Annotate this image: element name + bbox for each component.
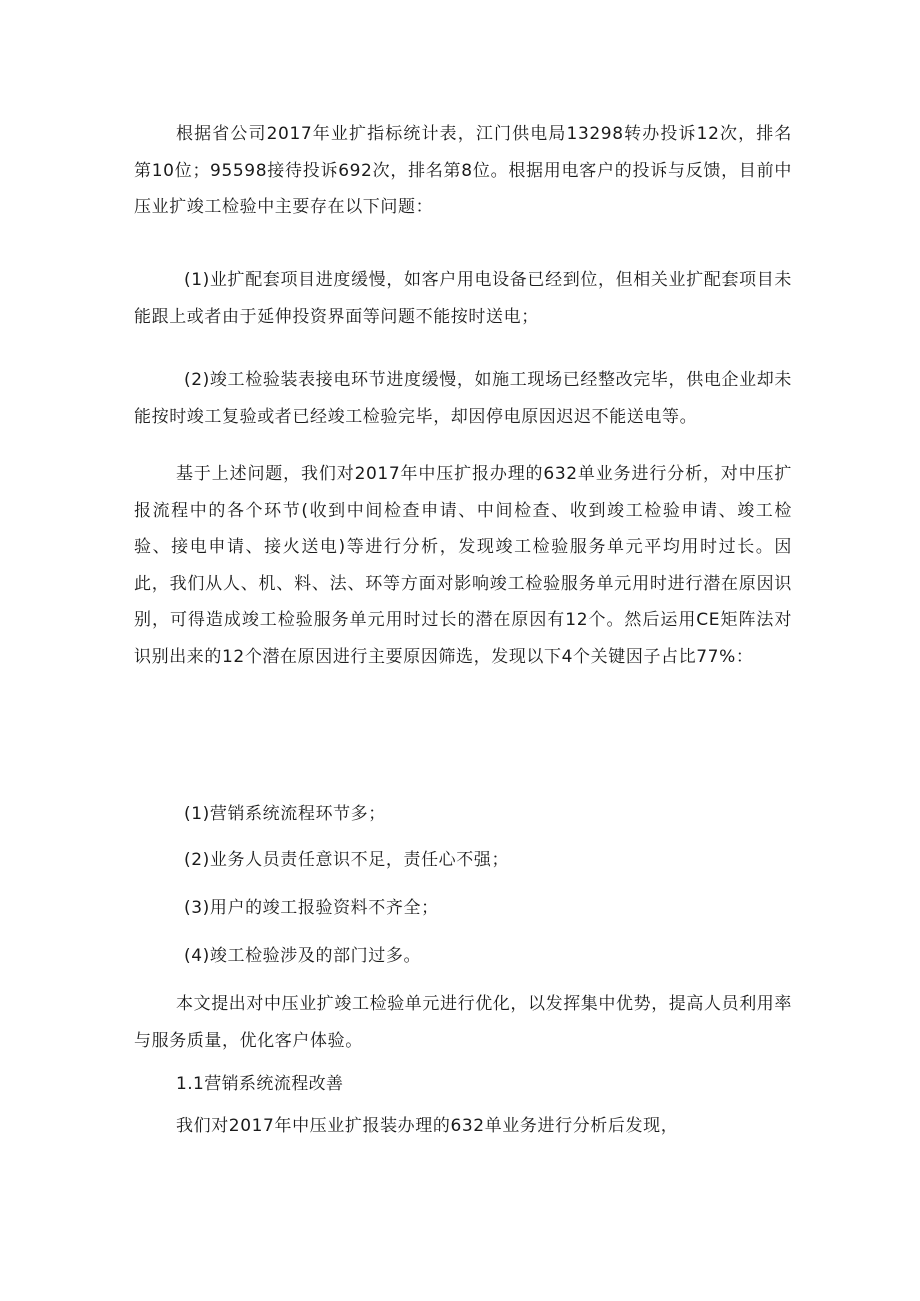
problem-item-2: (2)竣工检验装表接电环节进度缓慢，如施工现场已经整改完毕，供电企业却未能按时竣工复验或者已经竣工检验完毕，却因停电原因迟迟不能送电等。 bbox=[134, 370, 792, 427]
conclusion-paragraph: 本文提出对中压业扩竣工检验单元进行优化，以发挥集中优势，提高人员利用率与服务质量，优化客户体验。 bbox=[134, 994, 792, 1051]
section-paragraph: 我们对2017年中压业扩报装办理的632单业务进行分析后发现， bbox=[176, 1116, 679, 1136]
section-heading: 1.1营销系统流程改善 bbox=[176, 1074, 344, 1094]
key-factor-2: (2)业务人员责任意识不足，责任心不强； bbox=[184, 850, 510, 870]
problem-item-1: (1)业扩配套项目进度缓慢，如客户用电设备已经到位，但相关业扩配套项目未能跟上或者由于延伸投资界面等问题不能按时送电； bbox=[134, 270, 792, 327]
key-factor-3: (3)用户的竣工报验资料不齐全； bbox=[184, 898, 439, 918]
key-factor-1: (1)营销系统流程环节多； bbox=[184, 804, 386, 824]
key-factor-4: (4)竣工检验涉及的部门过多。 bbox=[184, 946, 422, 966]
analysis-paragraph: 基于上述问题，我们对2017年中压扩报办理的632单业务进行分析，对中压扩报流程中的各个环节(收到中间检查申请、中间检查、收到竣工检验申请、竣工检验、接电申请、接火送电)等进行分析，发现竣工检验服务单元平均用时过长。因此，我们从人、机、料、法、环等方面对影响竣工检验服务单元用时进行潜在原因识别，可得造成竣工检验服务单元用时过长的潜在原因有12个。然后运用CE矩阵法对识别出来的12个潜在原因进行主要原因筛选，发现以下4个关键因子占比77%： bbox=[134, 464, 792, 667]
intro-paragraph: 根据省公司2017年业扩指标统计表，江门供电局13298转办投诉12次，排名第10位；95598接待投诉692次，排名第8位。根据用电客户的投诉与反馈，目前中压业扩竣工检验中主要存在以下问题： bbox=[134, 124, 792, 217]
